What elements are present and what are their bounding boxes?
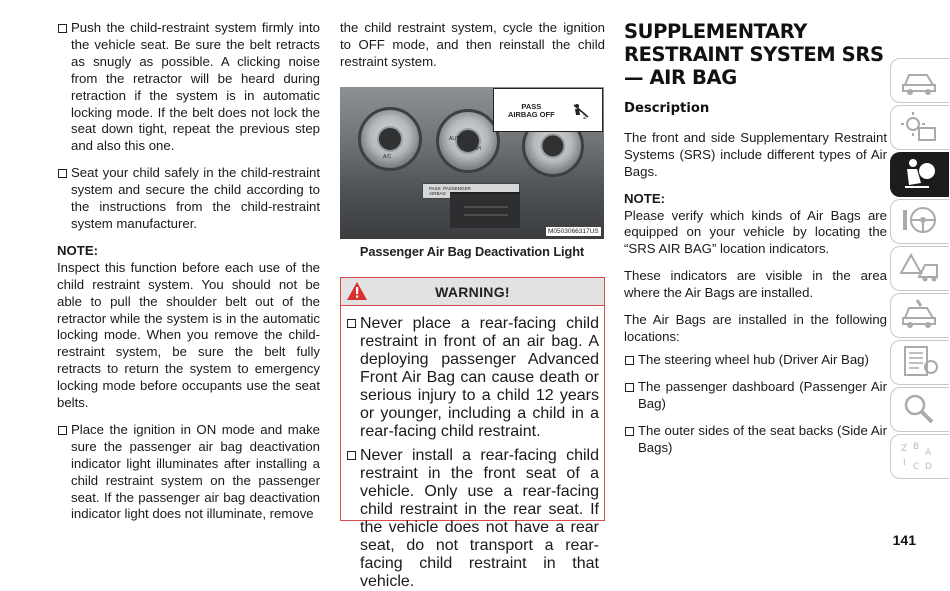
checkbox-bullet-icon (347, 319, 356, 328)
tab-specifications[interactable] (890, 340, 949, 385)
index-icon (899, 439, 939, 473)
tab-safety[interactable] (890, 152, 949, 197)
note-text: Inspect this function before each use of the child restraint system. You should not be able to pull the shoulder belt out of the retractor while the system is in the automatic locking mode. When you remove the child-restraint system, be sure the belt fully retracts to return the system to emergency locking mode before occupants use the seat belts. (57, 259, 320, 411)
svg-text:C: C (913, 462, 920, 472)
dashboard-photo (340, 87, 604, 239)
svg-text:A: A (925, 448, 932, 458)
indicator-callout: PASS AIRBAG OFF 2 (493, 88, 603, 132)
airbag-passenger-icon (899, 157, 939, 191)
specifications-icon (899, 345, 939, 379)
car-service-icon (899, 298, 939, 332)
photo-id: M0503066317US (548, 228, 599, 235)
svg-text:Z: Z (901, 444, 908, 454)
list-item: Place the ignition in ON mode and make sure the passenger air bag deactivation indicator light illuminates after installing a child restraint system on the passenger seat. If the passenger air bag deactivation indicator light does not illuminate, remove (57, 422, 320, 523)
airbag-off-icon (572, 103, 592, 121)
list-item: The outer sides of the seat backs (Side Air Bags) (624, 423, 887, 457)
checkbox-bullet-icon (58, 24, 67, 33)
checkbox-bullet-icon (58, 426, 67, 435)
tab-dashboard-lights[interactable] (890, 105, 949, 150)
column-middle (340, 20, 605, 81)
list-item: The passenger dashboard (Passenger Air Bag) (624, 379, 887, 413)
svg-text:B: B (913, 442, 920, 452)
list-item: The steering wheel hub (Driver Air Bag) (624, 352, 887, 369)
gauge-center: AUTO PUSH (436, 109, 500, 173)
note-title: NOTE: (57, 242, 99, 258)
continuation-text: the child restraint system, cycle the ignition to OFF mode, and then reinstall the child restraint system. (340, 20, 605, 69)
svg-text:I: I (903, 458, 906, 468)
photo-caption: Passenger Air Bag Deactivation Light (359, 244, 585, 259)
warning-box (340, 277, 605, 590)
note-title: NOTE: (624, 190, 666, 206)
tab-emergency[interactable] (890, 246, 949, 291)
checkbox-bullet-icon (347, 451, 356, 460)
note-text: Please verify which kinds of Air Bags are equipped on your vehicle by locating the “SRS AIR BAG” location indicators. (624, 207, 887, 257)
section-heading: SUPPLEMENTARY RESTRAINT SYSTEM SRS — AIR BAG (624, 20, 884, 89)
svg-text:D: D (925, 462, 932, 472)
steering-wheel-icon (899, 204, 939, 238)
page-number: 141 (892, 532, 916, 548)
warning-title: WARNING! (435, 284, 510, 300)
warning-road-icon (899, 251, 939, 285)
gauge-left: A/C (358, 107, 422, 171)
tab-servicing[interactable] (890, 293, 949, 338)
tab-index[interactable] (890, 434, 949, 479)
car-exterior-icon (899, 63, 939, 97)
dashboard-lights-icon (899, 110, 939, 144)
checkbox-bullet-icon (625, 383, 634, 392)
paragraph: The Air Bags are installed in the following locations: (624, 312, 887, 344)
subheading: Description (624, 101, 710, 116)
tab-car-exterior[interactable] (890, 58, 949, 103)
storage-slot (450, 192, 520, 228)
intro-text: The front and side Supplementary Restraint Systems (SRS) include different types of Air Bags. (624, 129, 887, 179)
column-right (624, 20, 887, 466)
warning-header (341, 278, 604, 306)
list-item: Never install a rear-facing child restraint in the front seat of a vehicle. Only use a rear-facing child restraint in the rear seat. If the vehicle does not have a rear seat, do not transport a rear-facing child restraint in that vehicle. (346, 447, 599, 591)
list-item: Push the child-restraint system firmly into the vehicle seat. Be sure the belt retracts as snugly as possible. A clicking noise from the retractor will be heard during retraction if the system is in automatic locking mode. If the belt does not lock the seat down tight, repeat the previous step and also this one. (57, 20, 320, 155)
checkbox-bullet-icon (625, 356, 634, 365)
paragraph: These indicators are visible in the area where the Air Bags are installed. (624, 268, 887, 301)
search-icon (899, 392, 939, 426)
tab-search[interactable] (890, 387, 949, 432)
checkbox-bullet-icon (58, 169, 67, 178)
svg-text:2: 2 (583, 114, 587, 121)
checkbox-bullet-icon (625, 427, 634, 436)
list-item: Never place a rear-facing child restraint in front of an air bag. A deploying passenger Advanced Front Air Bag can cause death or serious injury to a child 12 years or younger, including a child in a rear-facing child restraint. (346, 315, 599, 441)
tab-starting-operating[interactable] (890, 199, 949, 244)
list-item: Seat your child safely in the child-restraint system and secure the child according to the instructions from the child-restraint system manufacturer. (57, 165, 320, 233)
chapter-tabs (890, 58, 950, 481)
airbag-indicator-strip: PASS PASSENGER AIRBAG (422, 183, 520, 199)
column-left (57, 20, 320, 533)
